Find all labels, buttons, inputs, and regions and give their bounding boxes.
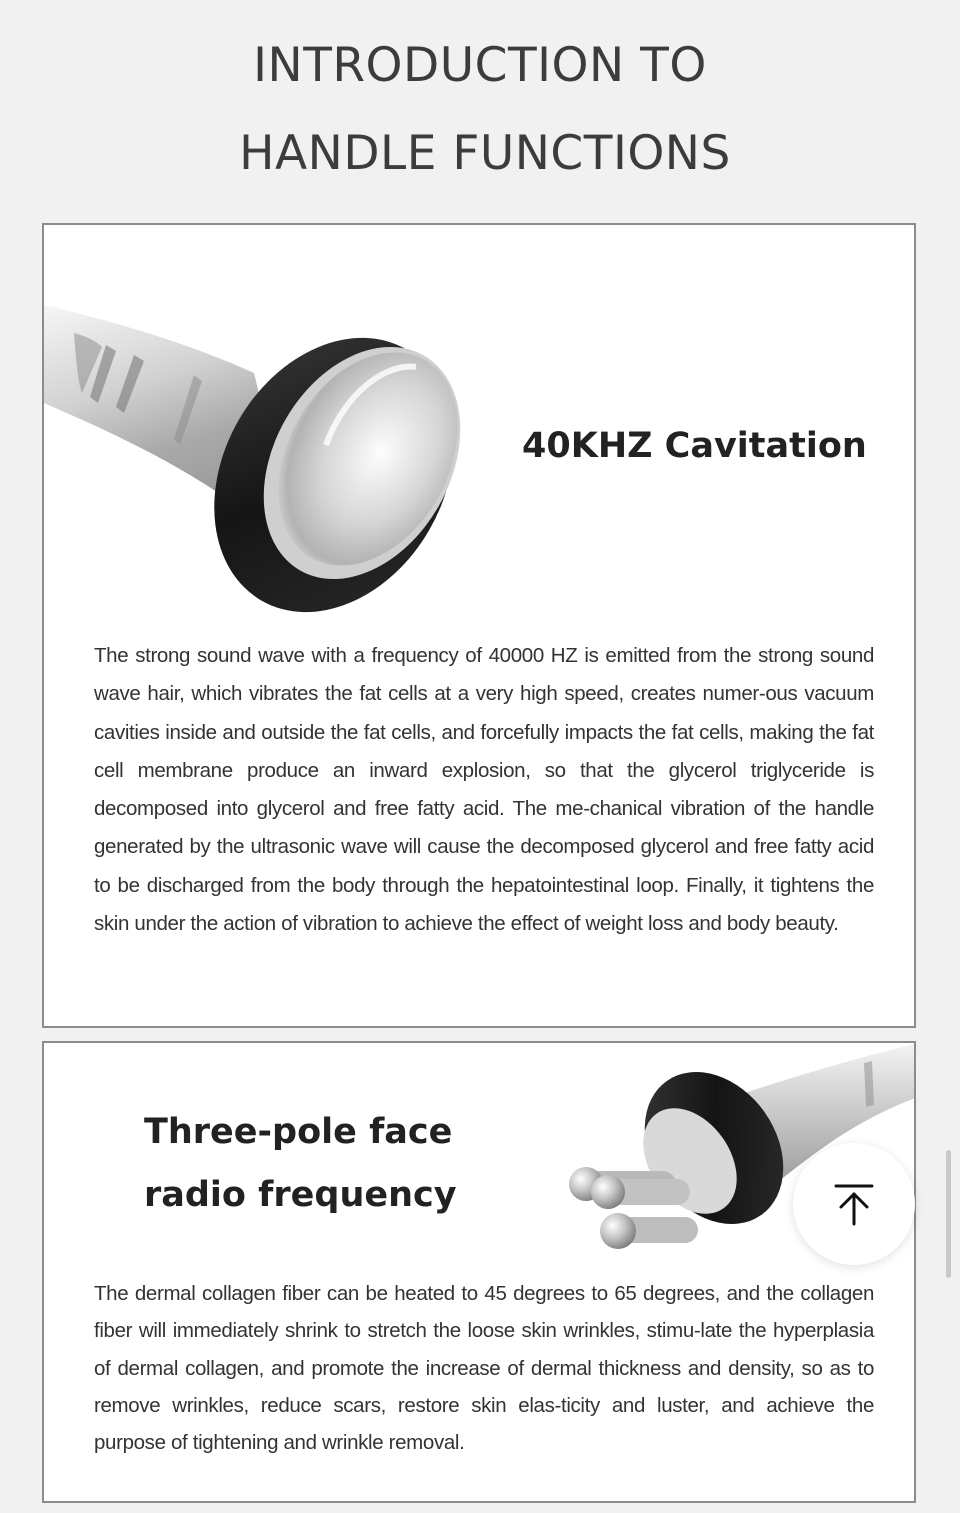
page-title [0,22,960,198]
tripolar-rf-card [42,1041,916,1503]
tripolar-rf-description: The dermal collagen fiber can be heated to 45 degrees to 65 degrees, and the collagen fiber will immediately shrink to stretch the loose skin wrinkles, stimu-late the hyperplasia of dermal collagen, and promote the increase of dermal thickness and density, so as to remove wrinkles, reduce scars, restore skin elas-ticity and luster, and achieve the purpose of tightening and wrinkle removal. [94,1282,874,1455]
page-title-line-1: INTRODUCTION TO [253,38,707,93]
page-title-line-2: HANDLE FUNCTIONS [239,126,731,181]
scrollbar-thumb[interactable] [946,1150,951,1278]
tripolar-rf-heading: Three-pole face radio frequency [144,1112,457,1215]
scroll-to-top-button[interactable] [793,1143,915,1265]
cavitation-heading: 40KHZ Cavitation [522,426,867,466]
arrow-up-to-top-icon [830,1180,878,1228]
cavitation-card [42,223,916,1028]
cavitation-handle-icon [44,285,484,615]
cavitation-description: The strong sound wave with a frequency of 40000 HZ is emitted from the strong sound wave hair, which vibrates the fat cells at a very high speed, creates numer-ous vacuum cavities inside and outside the fat cells, and forcefully impacts the fat cells, making the fat cell membrane produce an inward explosion, so that the glycerol triglyceride is decomposed into glycerol and free fatty acid. The me-chanical vibration of the handle generated by the ultrasonic wave will cause the decomposed glycerol and free fatty acid to be discharged from the body through the hepatointestinal loop. Finally, it tightens the skin under the action of vibration to achieve the effect of weight loss and body beauty. [94,644,874,936]
